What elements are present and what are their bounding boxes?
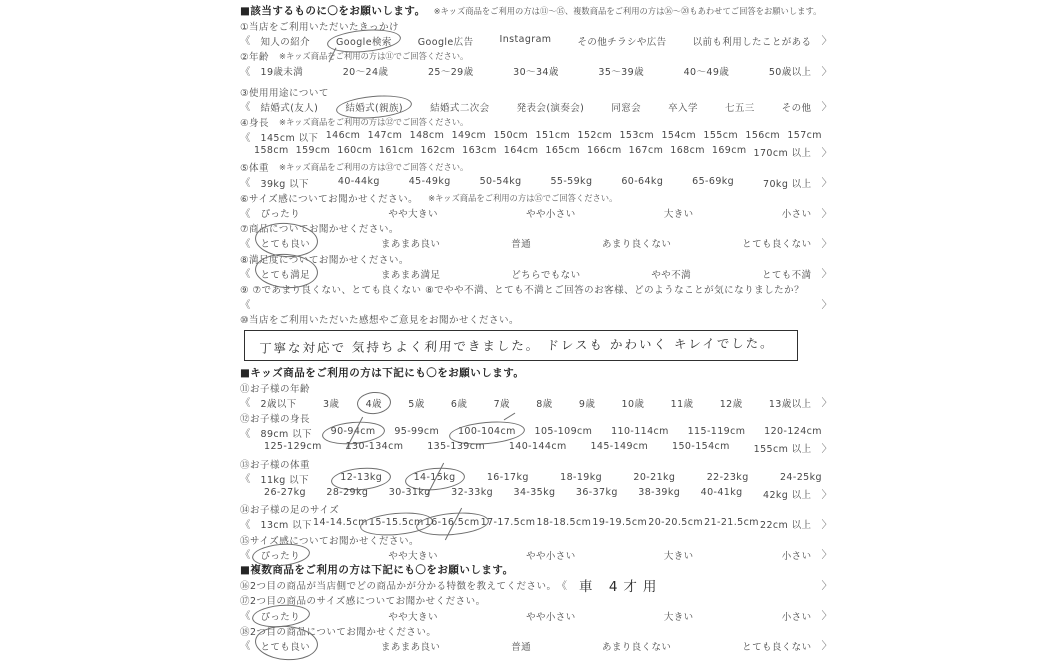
option: 50-54kg	[479, 175, 522, 187]
option: 大きい	[663, 611, 694, 623]
open-bracket: 《	[240, 207, 251, 220]
q1-option-list	[251, 34, 822, 48]
option: 140-144cm	[508, 441, 567, 453]
q12-options-row-1	[240, 426, 832, 441]
option-circled: とても良い	[261, 236, 311, 250]
q11-options-row	[240, 395, 832, 410]
option: 以前も利用したことがある	[692, 36, 812, 48]
option-circled: 結婚式(親族)	[345, 100, 403, 114]
option: 同窓会	[611, 102, 642, 114]
q18-options-row	[240, 638, 832, 653]
option: やや小さい	[526, 209, 576, 221]
option: 13歳以上	[768, 398, 812, 410]
kids-section-header	[240, 365, 832, 380]
q18-label: ⑱2つ目の商品についてお聞かせください。	[240, 626, 437, 638]
form-header-title: ■該当するものに〇をお願いします。	[240, 5, 426, 18]
option: やや不満	[651, 269, 692, 281]
close-bracket: 〉	[821, 640, 832, 653]
option: やや大きい	[388, 209, 438, 221]
option: 普通	[511, 239, 532, 251]
option: 149cm	[451, 130, 487, 142]
open-bracket: 《	[240, 640, 251, 653]
option: 155cm 以上	[753, 444, 812, 456]
option: 5歳	[408, 398, 425, 410]
q13-options-row-1	[240, 471, 832, 486]
option: 小さい	[781, 550, 812, 562]
option: まあまあ良い	[380, 641, 441, 653]
q4-note: ※キッズ商品をご利用の方は⑫でご回答ください。	[279, 116, 469, 127]
q4-label: ④身長	[240, 117, 270, 129]
close-bracket: 〉	[821, 146, 832, 159]
close-bracket: 〉	[821, 579, 832, 592]
q2-options-row	[240, 64, 832, 79]
option: 157cm	[787, 130, 822, 142]
option: 89cm 以下	[260, 429, 312, 441]
q6-options-row	[240, 205, 832, 220]
q3-options-row	[240, 99, 832, 114]
option: 60-64kg	[621, 175, 664, 187]
q7-label-row	[240, 221, 832, 236]
option: 150cm	[493, 130, 529, 142]
q5-options-row	[240, 175, 832, 190]
q18-option-list	[251, 639, 822, 653]
option: まあまあ良い	[380, 239, 441, 251]
q12-option-list-2	[254, 441, 822, 455]
q8-label-row	[240, 251, 832, 266]
option: 40-41kg	[700, 487, 743, 499]
option: 170cm 以上	[753, 148, 812, 160]
q2-label-row	[240, 49, 832, 64]
option: 45-49kg	[408, 175, 451, 187]
close-bracket: 〉	[821, 177, 832, 190]
option: 21-21.5cm	[704, 517, 759, 529]
form-header-note: ※キッズ商品をご利用の方は⑪〜⑮、複数商品をご利用の方は⑯〜⑳もあわせてご回答をお願いします。	[433, 5, 822, 16]
q11-label: ⑪お子様の年齢	[240, 383, 311, 395]
option: 普通	[511, 641, 532, 653]
q6-label: ⑥サイズ感についてお聞かせください。	[240, 193, 419, 205]
option: 135-139cm	[427, 441, 485, 453]
option: 148cm	[409, 130, 445, 142]
option: 55-59kg	[550, 175, 593, 187]
option-circled: 14-15kg	[414, 472, 456, 486]
q14-options-row	[240, 517, 832, 532]
q15-option-list	[251, 548, 822, 562]
q5-option-list	[251, 176, 822, 190]
q8-option-list	[251, 267, 822, 281]
q15-label-row	[240, 532, 832, 547]
q3-label: ③使用用途について	[240, 87, 329, 99]
option: やや小さい	[526, 611, 576, 623]
option: 12歳	[719, 398, 743, 410]
option: 159cm	[295, 145, 331, 157]
option: Instagram	[499, 33, 552, 45]
option: 25〜29歳	[427, 67, 474, 79]
option: 卒入学	[668, 102, 698, 114]
option: 30〜34歳	[513, 67, 559, 79]
close-bracket: 〉	[821, 549, 832, 562]
option: 32-33kg	[451, 487, 494, 499]
option: 35〜39歳	[598, 67, 644, 79]
option: 152cm	[577, 130, 613, 142]
option: 発表会(演奏会)	[516, 102, 585, 114]
option-circled: 90-94cm	[331, 426, 376, 440]
option: 163cm	[462, 145, 497, 157]
option: その他	[781, 102, 812, 114]
q8-options-row	[240, 266, 832, 281]
option: とても良くない	[742, 641, 812, 653]
q16-row	[240, 578, 832, 596]
multi-header-title: ■複数商品をご利用の方は下記にも〇をお願いします。	[240, 564, 514, 577]
q17-option-list	[251, 609, 822, 623]
option: 36-37kg	[575, 487, 618, 499]
option: やや小さい	[526, 550, 576, 562]
option: 13cm 以下	[260, 520, 312, 532]
q18-label-row	[240, 623, 832, 638]
option: 19歳未満	[260, 67, 304, 79]
option: 結婚式二次会	[430, 102, 490, 114]
option-circled: 4歳	[366, 396, 382, 410]
close-bracket: 〉	[821, 442, 832, 455]
open-bracket: 《	[240, 35, 251, 48]
kids-header-title: ■キッズ商品をご利用の方は下記にも〇をお願いします。	[240, 367, 525, 380]
option: 115-119cm	[687, 426, 746, 438]
option: 110-114cm	[611, 426, 669, 438]
q12-label: ⑫お子様の身長	[240, 414, 311, 426]
close-bracket: 〉	[821, 518, 832, 531]
q7-label: ⑦商品についてお聞かせください。	[240, 224, 399, 236]
q2-note: ※キッズ商品をご利用の方は⑪でご回答ください。	[279, 51, 469, 62]
option-circled: 16-16.5cm	[425, 517, 480, 531]
option: とても不満	[761, 269, 812, 281]
q16-label: ⑯2つ目の商品が当店側でどの商品かが分かる特徴を教えてください。	[240, 581, 557, 593]
q4-label-row	[240, 114, 832, 129]
q12-options-row-2	[240, 441, 832, 456]
option: あまり良くない	[601, 239, 672, 251]
option: どちらでもない	[511, 269, 581, 281]
open-bracket: 《	[240, 518, 251, 531]
option: 161cm	[378, 145, 414, 157]
option: 150-154cm	[672, 441, 730, 453]
q9-label-row	[240, 281, 832, 296]
option: 17-17.5cm	[480, 517, 536, 529]
option: 34-35kg	[513, 487, 556, 499]
q10-label-row	[240, 312, 832, 327]
option: 169cm	[711, 145, 747, 157]
close-bracket: 〉	[821, 207, 832, 220]
option-circled: ぴったり	[261, 548, 301, 562]
option: ぴったり	[260, 209, 301, 221]
q11-option-list	[251, 396, 822, 410]
q1-label-row	[240, 18, 832, 33]
comment-box	[244, 330, 798, 361]
option: 大きい	[663, 209, 694, 221]
option: 168cm	[670, 145, 705, 157]
option: 22-23kg	[706, 471, 749, 483]
option-circled: 15-15.5cm	[369, 517, 424, 531]
q7-option-list	[251, 236, 822, 250]
option: 七五三	[724, 102, 755, 114]
q17-label: ⑰2つ目の商品のサイズ感についてお聞かせください。	[240, 596, 486, 608]
option: 11歳	[670, 398, 694, 410]
option: 167cm	[628, 145, 664, 157]
q4-options-row-1	[240, 130, 832, 145]
option: 9歳	[578, 398, 596, 410]
option: 39kg 以下	[260, 178, 309, 190]
option-circled: 12-13kg	[340, 472, 382, 486]
q1-label: ①当店をご利用いただいたきっかけ	[240, 21, 400, 33]
option-circled: Google検索	[336, 34, 392, 48]
option: 162cm	[420, 145, 456, 157]
option-circled: ぴったり	[261, 609, 301, 623]
q1-options-row	[240, 33, 832, 48]
option: 151cm	[535, 130, 571, 142]
option: 11kg 以下	[260, 474, 309, 486]
option: 20-21kg	[633, 471, 676, 483]
option: まあまあ満足	[380, 269, 441, 281]
q11-label-row	[240, 380, 832, 395]
option-circled: 100-104cm	[458, 426, 516, 440]
close-bracket: 〉	[821, 610, 832, 623]
q5-note: ※キッズ商品をご利用の方は⑬でご回答ください。	[279, 162, 469, 173]
close-bracket: 〉	[821, 35, 832, 48]
option: やや大きい	[388, 550, 438, 562]
open-bracket: 《	[240, 549, 251, 562]
q3-label-row	[240, 84, 832, 99]
option: 105-109cm	[534, 426, 593, 438]
option: 40-44kg	[337, 175, 380, 187]
option-circled: とても満足	[261, 267, 311, 281]
open-bracket: 《	[240, 610, 251, 623]
q4-options-row-2	[240, 145, 832, 160]
q9-label: ⑨ ⑦であまり良くない、とても良くない ⑧でやや不満、とても不満とご回答のお客様、どのようなことが気になりましたか？	[240, 284, 805, 296]
option: 20-20.5cm	[648, 517, 704, 529]
option: 10歳	[621, 398, 645, 410]
option: あまり良くない	[601, 641, 672, 653]
option: 6歳	[450, 398, 468, 410]
q6-note: ※キッズ商品をご利用の方は⑮でご回答ください。	[428, 192, 618, 203]
q15-options-row	[240, 547, 832, 562]
q4-option-list-1	[251, 130, 833, 144]
option: 153cm	[619, 130, 655, 142]
open-bracket: 《	[240, 131, 251, 144]
q15-label: ⑮サイズ感についてお聞かせください。	[240, 535, 420, 547]
option: その他チラシや広告	[577, 36, 667, 48]
q14-label: ⑭お子様の足のサイズ	[240, 505, 340, 517]
option: 小さい	[781, 209, 812, 221]
option: 24-25kg	[779, 471, 822, 483]
q4-option-list-2	[244, 145, 822, 159]
open-bracket: 《	[240, 397, 251, 410]
open-bracket: 《	[556, 579, 568, 592]
option: 125-129cm	[264, 441, 322, 453]
option: 95-99cm	[394, 426, 440, 438]
option: 22cm 以上	[760, 520, 812, 532]
q8-label: ⑧満足度についてお聞かせください。	[240, 254, 409, 266]
open-bracket: 《	[240, 298, 251, 311]
q13-options-row-2	[240, 486, 832, 501]
close-bracket: 〉	[821, 397, 832, 410]
option: 40〜49歳	[683, 67, 730, 79]
q5-label: ⑤体重	[240, 163, 270, 175]
option: 70kg 以上	[763, 178, 812, 190]
q6-label-row	[240, 190, 832, 205]
option: 155cm	[703, 130, 739, 142]
q13-option-list-1	[251, 472, 833, 486]
q9-answer-row	[240, 297, 832, 312]
open-bracket: 《	[240, 101, 251, 114]
option: 16-17kg	[486, 471, 529, 483]
option: 50歳以上	[768, 67, 812, 79]
close-bracket: 〉	[821, 268, 832, 281]
open-bracket: 《	[240, 268, 251, 281]
option: 18-18.5cm	[536, 517, 592, 529]
close-bracket: 〉	[821, 298, 832, 311]
q17-options-row	[240, 608, 832, 623]
q13-label: ⑬お子様の体重	[240, 459, 311, 471]
handwritten-comment: 丁寧な対応で 気持ちよく利用できました。 ドレスも かわいく キレイでした。	[258, 335, 776, 357]
option: 164cm	[503, 145, 539, 157]
option: 156cm	[745, 130, 780, 142]
option: 120-124cm	[764, 426, 822, 438]
option: 知人の紹介	[260, 36, 311, 48]
option: 7歳	[493, 398, 510, 410]
option: 小さい	[781, 611, 812, 623]
option: 20〜24歳	[342, 67, 389, 79]
option: 14-14.5cm	[313, 517, 368, 529]
option: とても良くない	[742, 239, 812, 251]
option: 65-69kg	[692, 175, 735, 187]
option: 145cm 以下	[260, 133, 319, 145]
option: 146cm	[325, 130, 361, 142]
option: 145-149cm	[590, 441, 649, 453]
option: 19-19.5cm	[592, 517, 648, 529]
q12-option-list-1	[251, 426, 833, 440]
option: 42kg 以上	[763, 490, 812, 502]
option: 2歳以下	[260, 398, 297, 410]
q13-option-list-2	[254, 487, 822, 501]
close-bracket: 〉	[821, 488, 832, 501]
form-header	[240, 3, 832, 18]
open-bracket: 《	[240, 177, 251, 190]
q6-option-list	[251, 206, 822, 220]
option: 154cm	[661, 130, 697, 142]
option-circled: とても良い	[261, 639, 311, 653]
option: やや大きい	[388, 611, 438, 623]
option: Google広告	[417, 36, 474, 48]
option: 130-134cm	[345, 441, 404, 453]
option: 3歳	[322, 398, 340, 410]
option: 結婚式(友人)	[260, 102, 319, 114]
open-bracket: 《	[240, 65, 251, 78]
option: 160cm	[337, 145, 372, 157]
open-bracket: 《	[240, 473, 251, 486]
option: 147cm	[367, 130, 403, 142]
option: 38-39kg	[638, 487, 681, 499]
option: 8歳	[536, 398, 553, 410]
close-bracket: 〉	[821, 101, 832, 114]
handwritten-answer-q16: 車 4才用	[579, 579, 663, 596]
option: 158cm	[254, 145, 289, 157]
option: 26-27kg	[264, 487, 306, 499]
q2-option-list	[251, 64, 822, 78]
q13-label-row	[240, 456, 832, 471]
q14-option-list	[251, 517, 822, 531]
option: 18-19kg	[560, 471, 603, 483]
option: 165cm	[545, 145, 580, 157]
q3-option-list	[251, 100, 822, 114]
close-bracket: 〉	[821, 237, 832, 250]
open-bracket: 《	[240, 237, 251, 250]
q12-label-row	[240, 411, 832, 426]
q10-label: ⑩当店をご利用いただいた感想やご意見をお聞かせください。	[240, 315, 520, 327]
option: 30-31kg	[388, 487, 431, 499]
option: 166cm	[587, 145, 622, 157]
q2-label: ②年齢	[240, 52, 270, 64]
q14-label-row	[240, 502, 832, 517]
close-bracket: 〉	[821, 65, 832, 78]
survey-form	[240, 3, 832, 654]
option: 大きい	[663, 550, 694, 562]
q5-label-row	[240, 160, 832, 175]
open-bracket: 《	[240, 427, 251, 440]
q7-options-row	[240, 236, 832, 251]
option: 28-29kg	[326, 487, 369, 499]
